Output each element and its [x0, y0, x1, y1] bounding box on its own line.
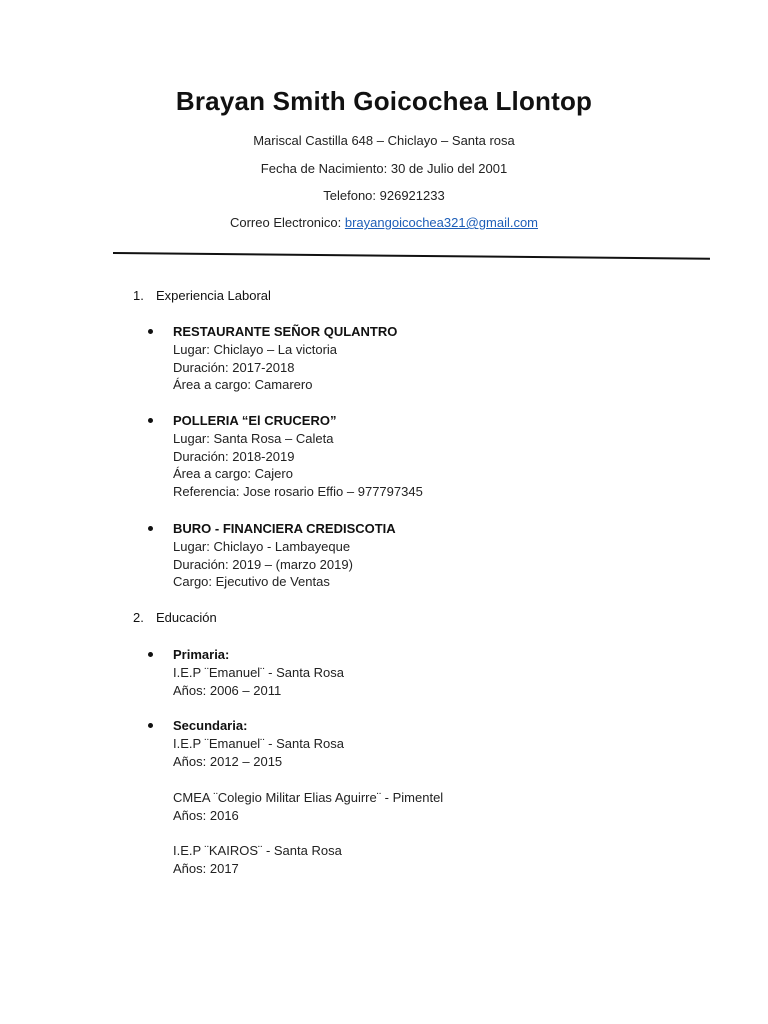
address-line: Mariscal Castilla 648 – Chiclayo – Santa rosa — [253, 133, 515, 148]
bullet-icon — [148, 418, 153, 423]
job-entry — [173, 323, 397, 394]
bullet-icon — [148, 652, 153, 657]
education-detail: Años: 2012 – 2015 — [173, 753, 283, 769]
section-number: 1. — [133, 288, 144, 303]
job-detail: Área a cargo: Camarero — [173, 377, 313, 393]
job-detail: Lugar: Chiclayo - Lambayeque — [173, 538, 351, 554]
section-title: Educación — [156, 610, 217, 625]
job-title: POLLERIA “El CRUCERO” — [173, 413, 337, 428]
job-detail: Lugar: Santa Rosa – Caleta — [173, 430, 334, 446]
education-level: Primaria: — [173, 647, 230, 662]
job-detail: Cargo: Ejecutivo de Ventas — [173, 574, 330, 590]
education-detail: CMEA ¨Colegio Militar Elias Aguirre¨ - Pimentel — [173, 790, 444, 805]
education-detail: I.E.P ¨Emanuel¨ - Santa Rosa — [173, 735, 345, 751]
bullet-icon — [148, 329, 153, 334]
education-detail: Años: 2016 — [173, 807, 239, 823]
phone-line: Telefono: 926921233 — [323, 188, 445, 203]
education-entry — [173, 717, 344, 770]
section-title: Experiencia Laboral — [156, 288, 271, 303]
section-number: 2. — [133, 610, 144, 625]
education-detail: Años: 2017 — [173, 860, 239, 876]
job-title: RESTAURANTE SEÑOR QULANTRO — [173, 324, 398, 339]
bullet-icon — [148, 526, 153, 531]
bullet-icon — [148, 723, 153, 728]
section-education-heading — [133, 610, 217, 625]
job-detail: Referencia: Jose rosario Effio – 977797345 — [173, 484, 423, 500]
section-experience-heading — [133, 288, 271, 303]
education-detail: I.E.P ¨Emanuel¨ - Santa Rosa — [173, 664, 345, 680]
job-entry — [173, 520, 396, 591]
applicant-name: Brayan Smith Goicochea Llontop — [175, 86, 593, 116]
education-level: Secundaria: — [173, 718, 248, 733]
header-divider — [113, 252, 710, 260]
education-detail: I.E.P ¨KAIROS¨ - Santa Rosa — [173, 843, 342, 858]
job-detail: Duración: 2019 – (marzo 2019) — [173, 556, 353, 572]
education-extra — [173, 789, 443, 825]
job-entry — [173, 412, 423, 501]
job-detail: Duración: 2017-2018 — [173, 359, 295, 375]
email-link[interactable]: brayangoicochea321@gmail.com — [344, 215, 539, 230]
job-detail: Duración: 2018-2019 — [173, 448, 295, 464]
job-detail: Área a cargo: Cajero — [173, 466, 293, 482]
job-title: BURO - FINANCIERA CREDISCOTIA — [173, 521, 396, 536]
birth-date-line: Fecha de Nacimiento: 30 de Julio del 2001 — [260, 161, 508, 176]
education-extra — [173, 842, 342, 878]
email-line — [0, 215, 768, 230]
education-detail: Años: 2006 – 2011 — [173, 682, 282, 698]
email-label: Correo Electronico: — [229, 215, 345, 230]
education-entry — [173, 646, 344, 699]
job-detail: Lugar: Chiclayo – La victoria — [173, 341, 338, 357]
